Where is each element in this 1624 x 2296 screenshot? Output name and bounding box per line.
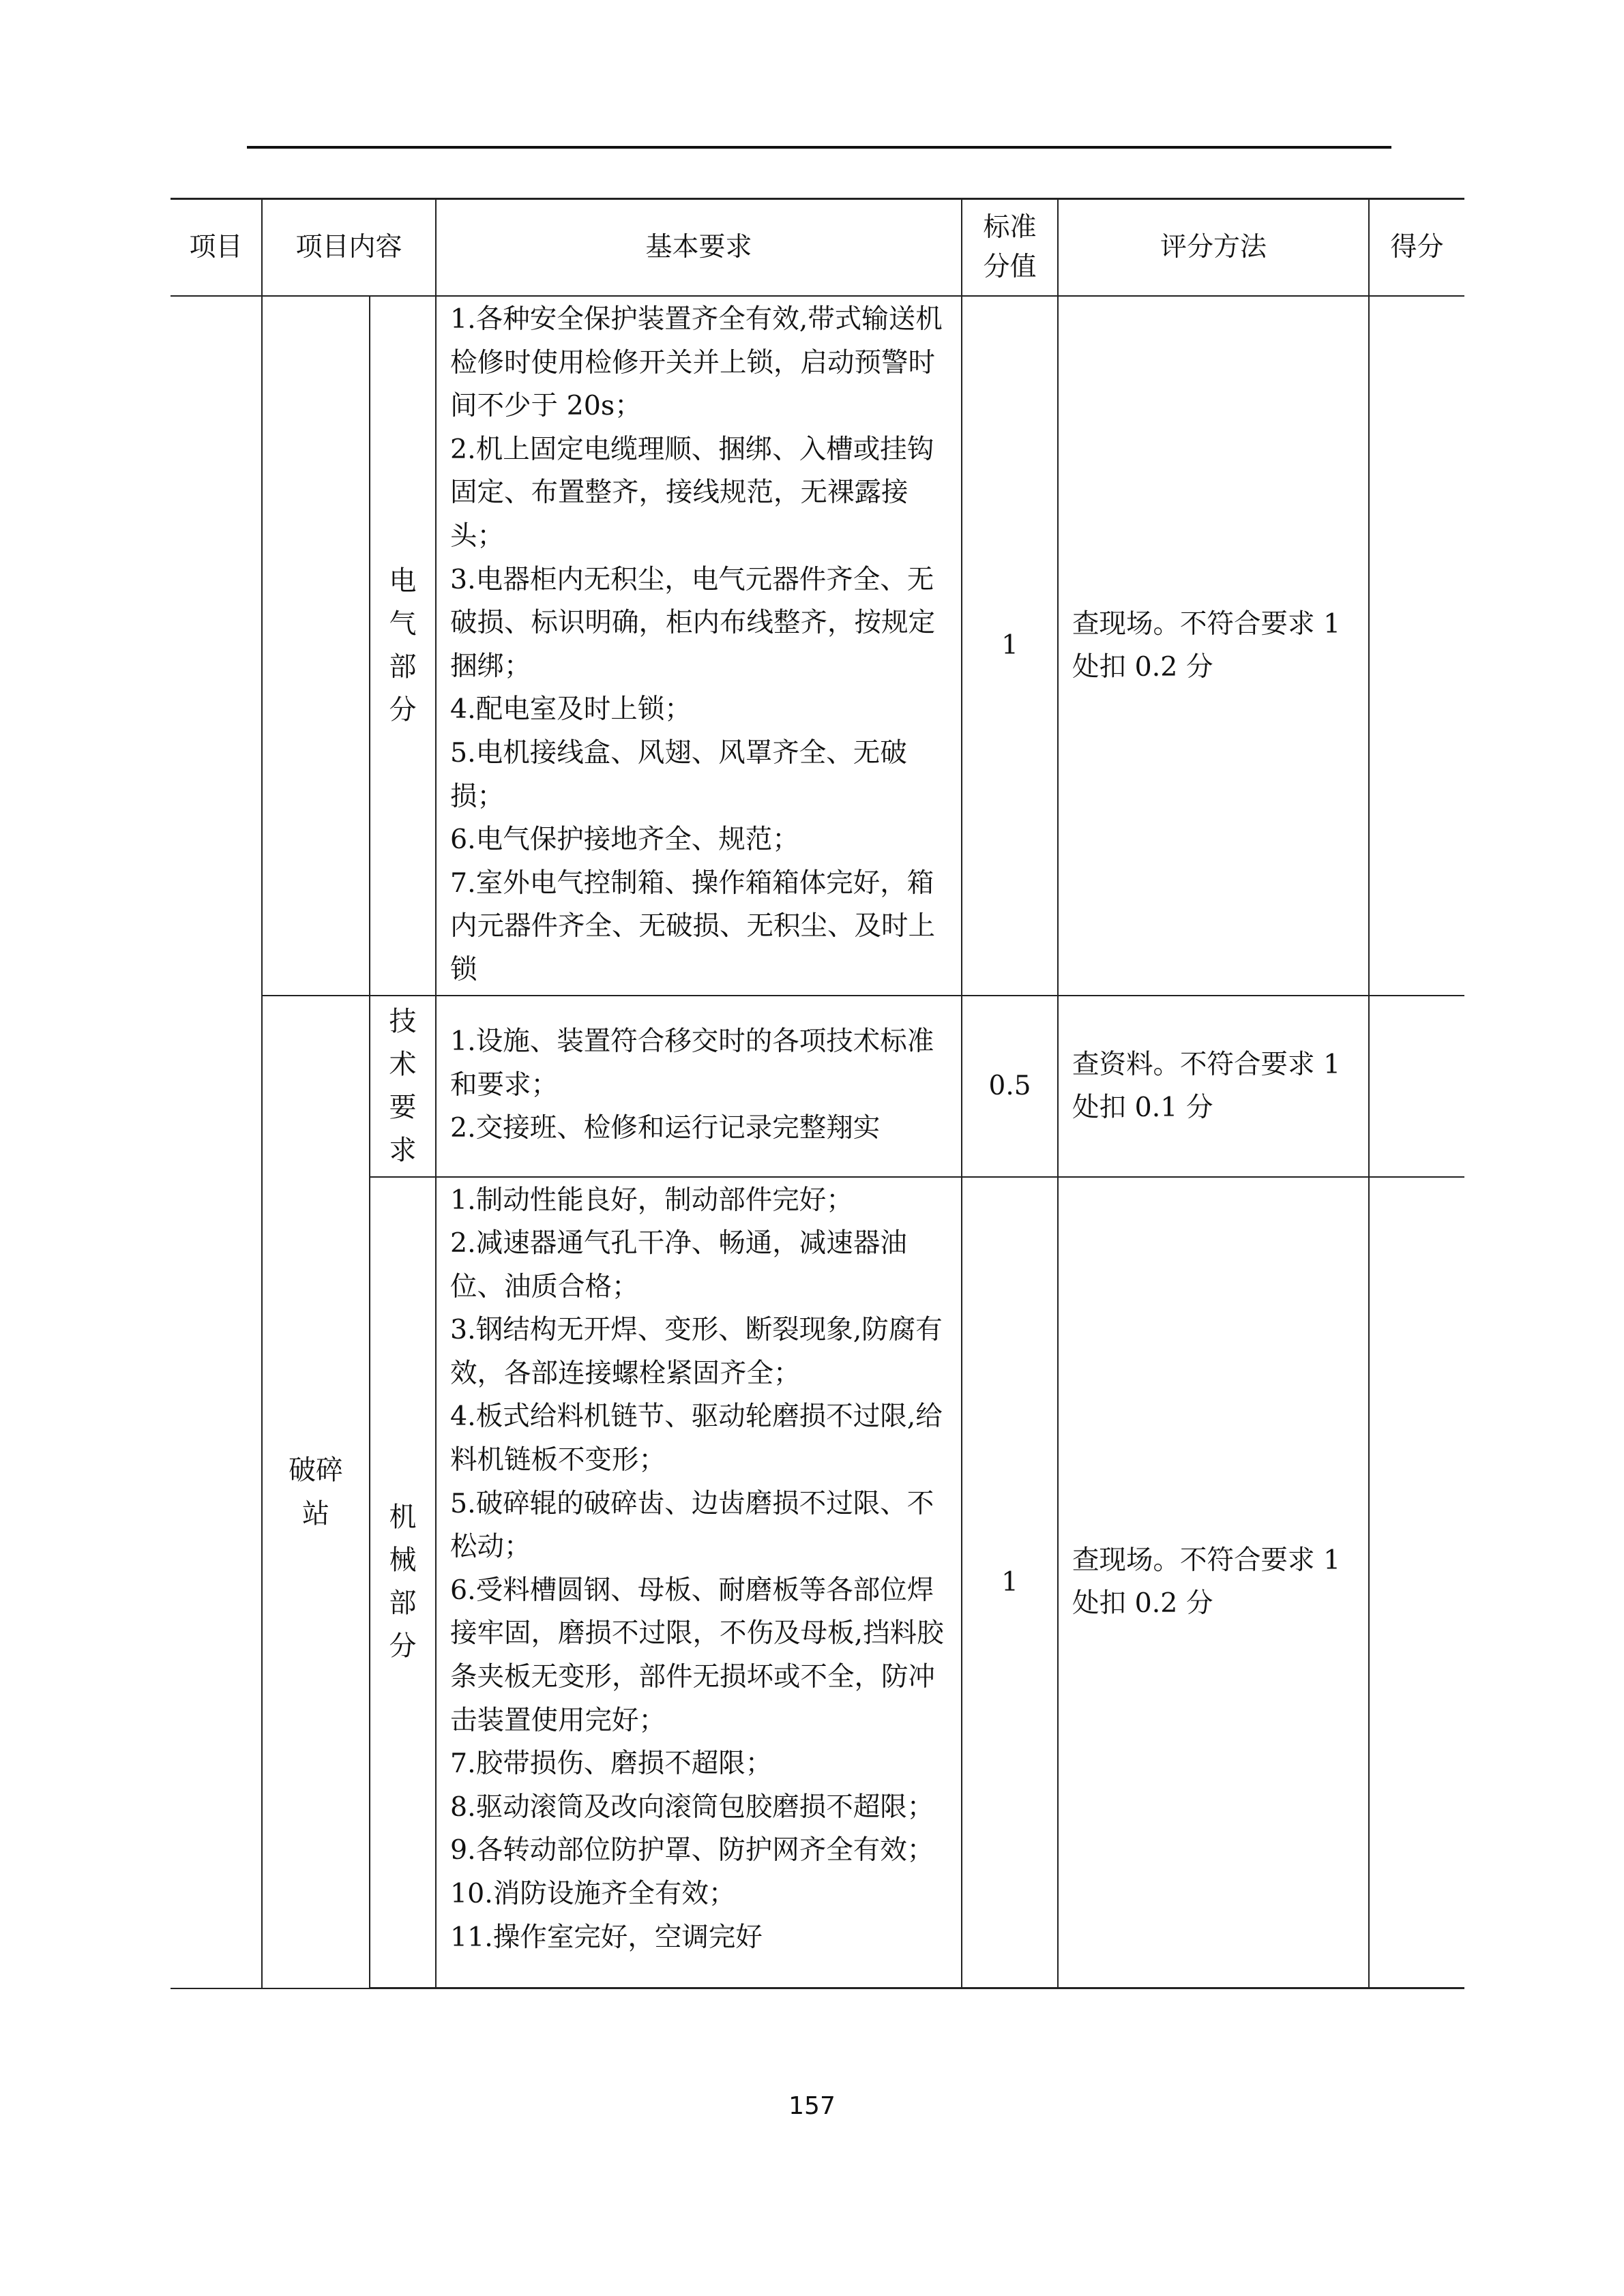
sub-item-technical: 技术要求 [370, 996, 436, 1177]
header-rule [247, 146, 1391, 149]
requirement-line: 2.交接班、检修和运行记录完整翔实 [450, 1112, 881, 1144]
table-row [171, 996, 1464, 1177]
score-cell [1369, 996, 1464, 1177]
requirement-line: 1.制动性能良好，制动部件完好； [450, 1184, 853, 1216]
requirement-line: 6.电气保护接地齐全、规范； [450, 824, 799, 856]
requirement-line: 5.破碎辊的破碎齿、边齿磨损不过限、不松动； [450, 1487, 934, 1563]
score-cell [1369, 1177, 1464, 1988]
sub-item-mechanical: 机械部分 [370, 1177, 436, 1988]
requirement-line: 2.减速器通气孔干净、畅通，减速器油位、油质合格； [450, 1227, 907, 1302]
scoring-table [171, 198, 1464, 1989]
group-cell-empty [262, 296, 370, 996]
requirement-line: 11.操作室完好，空调完好 [450, 1921, 763, 1953]
requirement-line: 2.机上固定电缆理顺、捆绑、入槽或挂钩固定、布置整齐，接线规范，无裸露接头； [450, 433, 934, 552]
standard-score-cell: 1 [962, 296, 1058, 996]
header-standard-score: 标准分值 [962, 199, 1058, 297]
requirements-cell [436, 1177, 962, 1988]
requirement-line: 3.电器柜内无积尘，电气元器件齐全、无破损、标识明确，柜内布线整齐，按规定捆绑； [450, 563, 936, 682]
requirement-line: 1.设施、装置符合移交时的各项技术标准和要求； [450, 1026, 934, 1101]
table-row [171, 296, 1464, 996]
method-cell: 查现场。不符合要求 1 处扣 0.2 分 [1058, 1177, 1369, 1988]
requirement-line: 6.受料槽圆钢、母板、耐磨板等各部位焊接牢固，磨损不过限，不伤及母板,挡料胶条夹板无变形，部件无损坏或不全，防冲击装置使用完好； [450, 1574, 944, 1736]
requirement-line: 4.板式给料机链节、驱动轮磨损不过限,给料机链板不变形； [450, 1401, 943, 1476]
method-cell: 查资料。不符合要求 1 处扣 0.1 分 [1058, 996, 1369, 1177]
header-item: 项目 [171, 199, 262, 297]
header-method: 评分方法 [1058, 199, 1369, 297]
sub-item-electrical: 电气部分 [370, 296, 436, 996]
requirements-cell [436, 296, 962, 996]
requirement-line: 9.各转动部位防护罩、防护网齐全有效； [450, 1834, 934, 1866]
requirement-line: 5.电机接线盒、风翅、风罩齐全、无破损； [450, 736, 907, 812]
page-number: 157 [788, 2092, 836, 2120]
requirement-line: 3.钢结构无开焊、变形、断裂现象,防腐有效，各部连接螺栓紧固齐全； [450, 1314, 943, 1389]
method-cell: 查现场。不符合要求 1 处扣 0.2 分 [1058, 296, 1369, 996]
table-header-row [171, 199, 1464, 297]
header-score: 得分 [1369, 199, 1464, 297]
standard-score-cell: 1 [962, 1177, 1058, 1988]
requirement-line: 4.配电室及时上锁； [450, 694, 692, 726]
requirement-line: 10.消防设施齐全有效； [450, 1878, 736, 1909]
requirement-line: 8.驱动滚筒及改向滚筒包胶磨损不超限； [450, 1791, 934, 1823]
header-content: 项目内容 [262, 199, 436, 297]
requirement-line: 7.胶带损伤、磨损不超限； [450, 1748, 773, 1780]
requirements-cell [436, 996, 962, 1177]
item-cell [171, 296, 262, 1988]
requirement-line: 7.室外电气控制箱、操作箱箱体完好，箱内元器件齐全、无破损、无积尘、及时上锁 [450, 867, 936, 985]
requirement-line: 1.各种安全保护装置齐全有效,带式输送机检修时使用检修开关并上锁，启动预警时间不少于 20s； [450, 303, 943, 422]
header-requirements: 基本要求 [436, 199, 962, 297]
group-cell-crushing-station: 破碎站 [262, 996, 370, 1988]
standard-score-cell: 0.5 [962, 996, 1058, 1177]
score-cell [1369, 296, 1464, 996]
